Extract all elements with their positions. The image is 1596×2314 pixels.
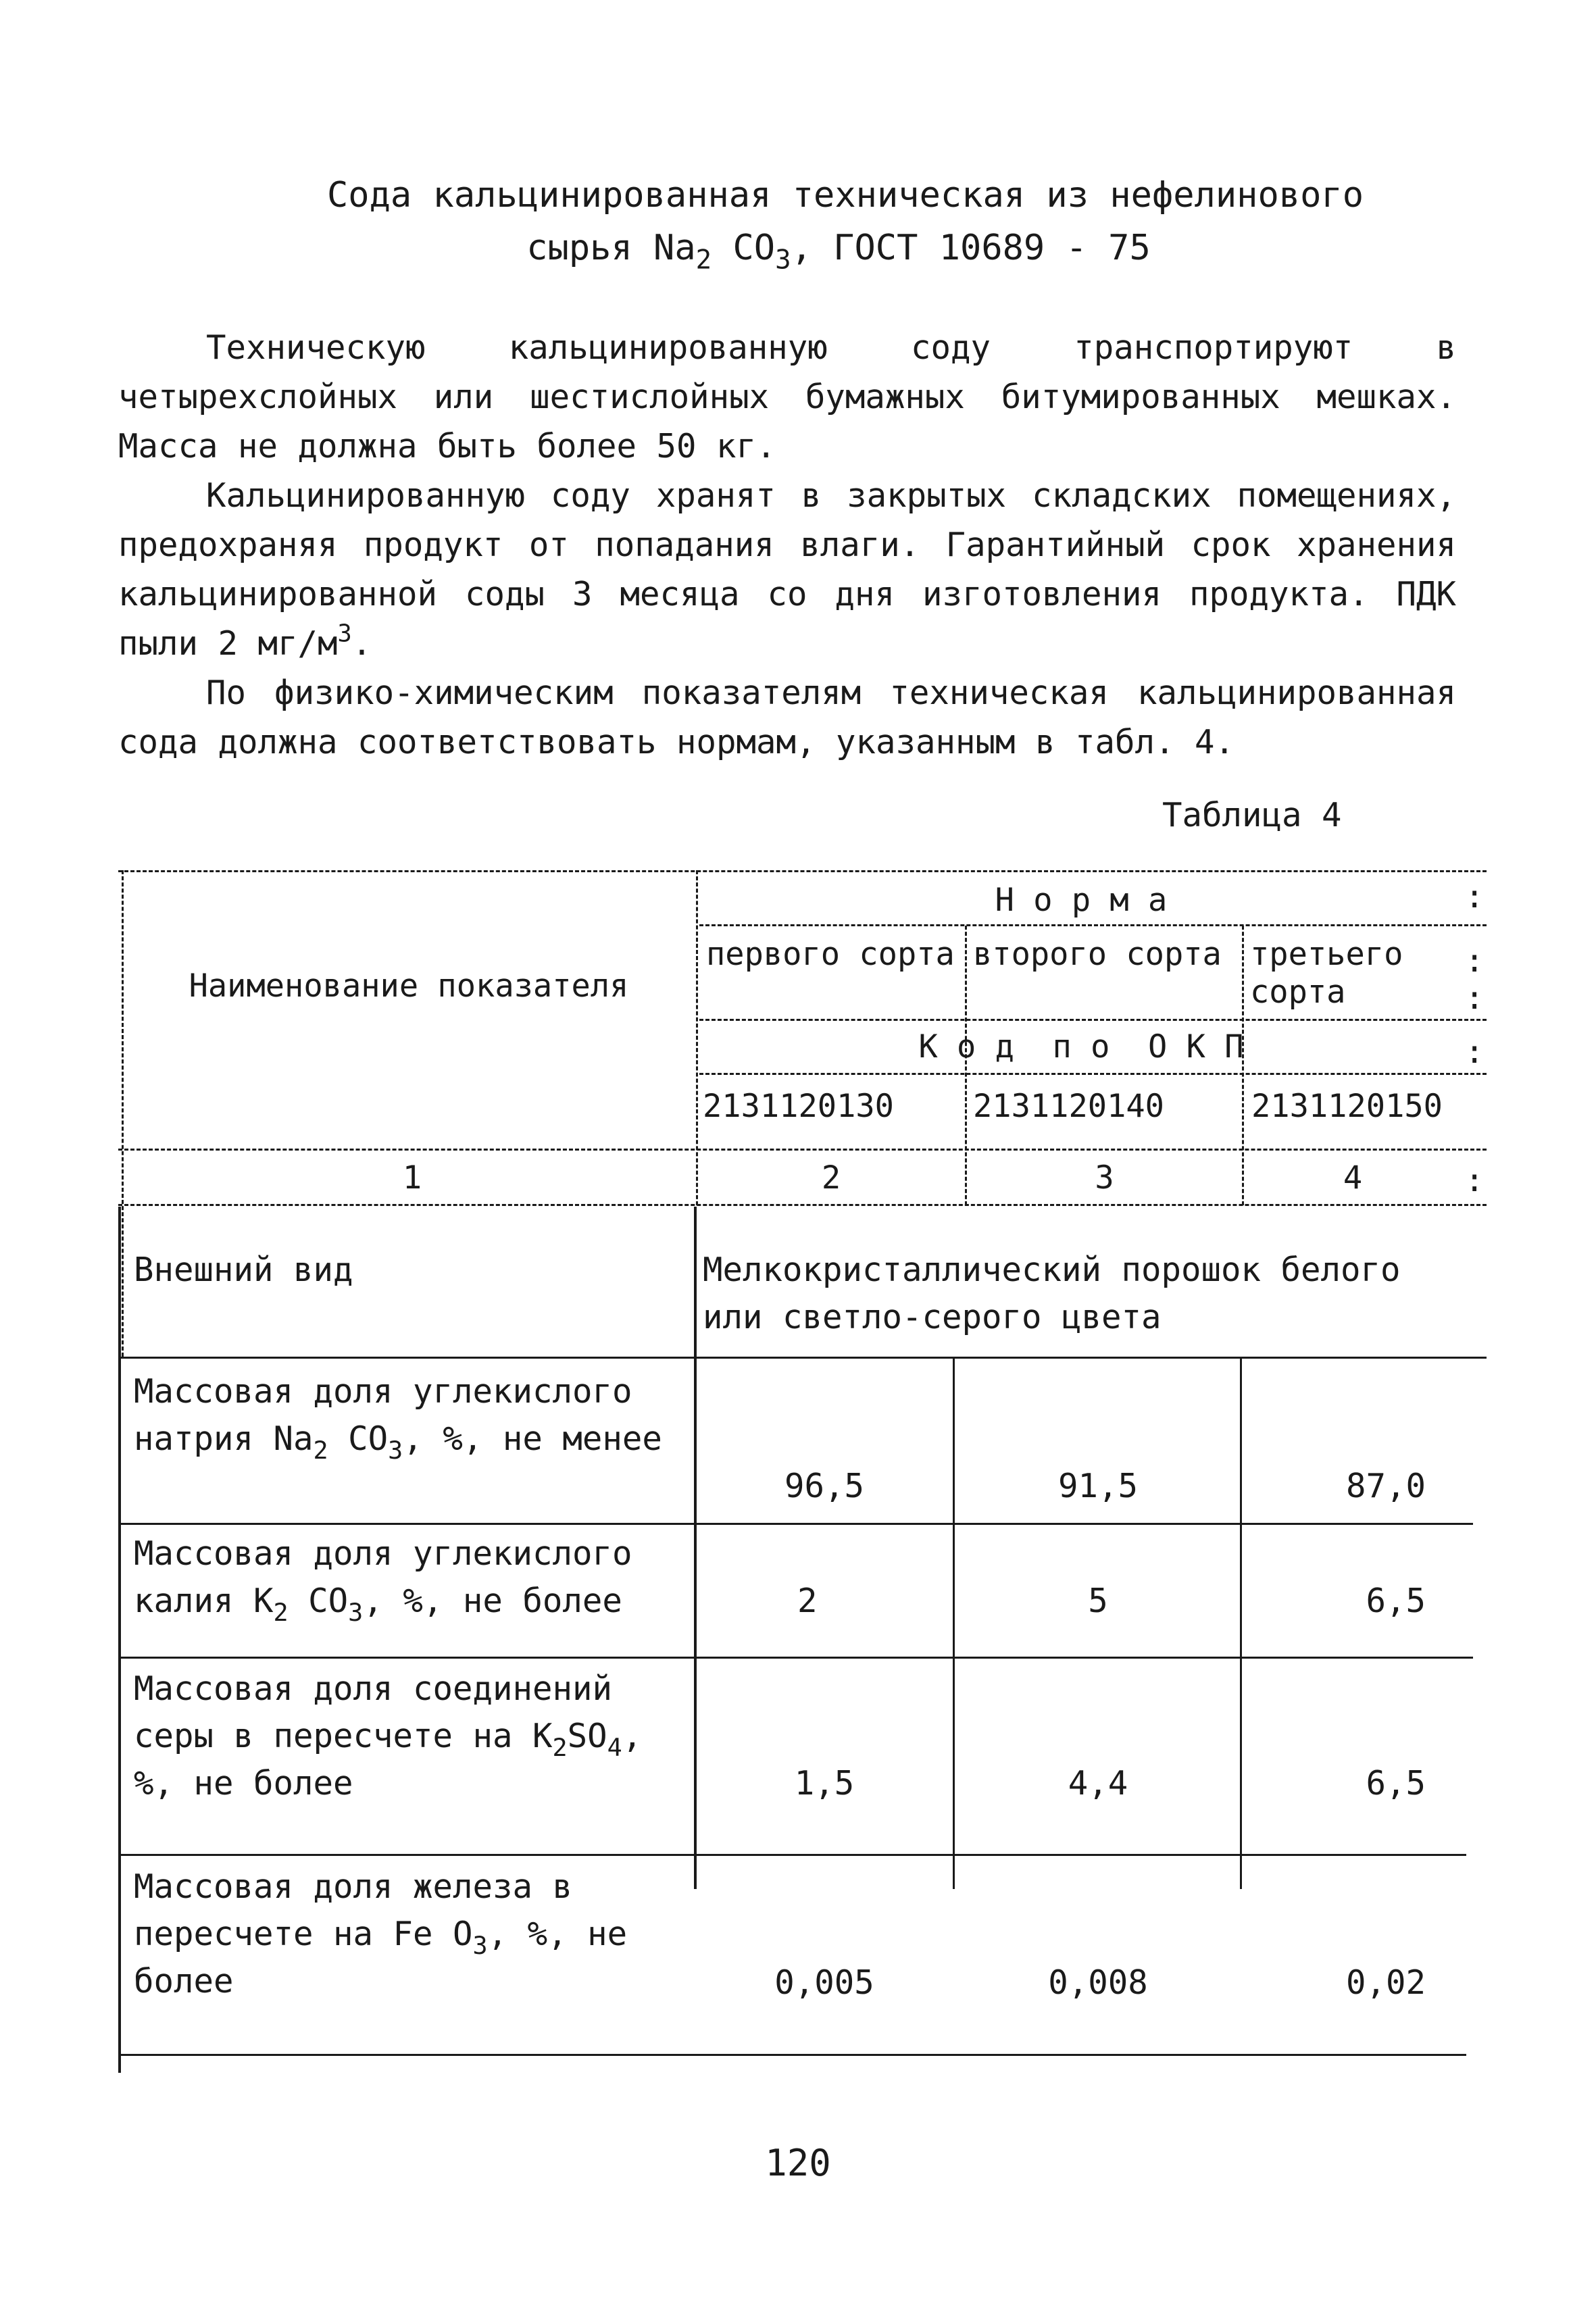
header-indicator-name: Наименование показателя — [189, 967, 629, 1005]
row-1-merged-value: Мелкокристаллический порошок белого или светло-серого цвета — [703, 1251, 1401, 1336]
body-divider-g23 — [1240, 1358, 1242, 1889]
header-okp-code: К о д п о О К П — [918, 1028, 1244, 1065]
header-grade-1: первого сорта — [706, 936, 955, 973]
row-border-4 — [118, 1854, 1466, 1856]
row-5-name: Массовая доля железа в пересчете на Fe $O_3$, %, не более — [134, 1867, 628, 2001]
body-divider-g12 — [953, 1358, 955, 1889]
table-left-border — [118, 1207, 121, 2073]
row-5-value-2: 0,008 — [1048, 1963, 1148, 2002]
paragraph-storage: Кальцинированную соду хранят в закрытых складских помещениях, предохраняя продукт от попадания влаги. Гарантийный срок хранения кальцинированной соды 3 месяца со дня изготовления продукта. ПДК пыли 2 $мг/м^3$. — [118, 476, 1456, 663]
row-2-value-2: 91,5 — [1057, 1467, 1138, 1505]
header-divider-name — [696, 870, 698, 1205]
norma-underline — [699, 924, 1487, 926]
row-border-2 — [118, 1523, 1473, 1525]
row-border-3 — [118, 1657, 1473, 1659]
okp-code-1: 2131120130 — [703, 1088, 894, 1125]
okp-code-3: 2131120150 — [1251, 1088, 1443, 1125]
row-5-value-3: 0,02 — [1345, 1963, 1426, 2002]
colnums-underline — [118, 1204, 1487, 1206]
row-4-value-3: 6,5 — [1366, 1764, 1426, 1803]
column-number-2: 2 — [821, 1159, 841, 1197]
body-divider-name — [694, 1207, 697, 1889]
paragraph-requirements: По физико-химическим показателям техническая кальцинированная сода должна соответствовать нормам, указанным в табл. 4. — [118, 674, 1456, 761]
header-top-border — [118, 870, 1487, 872]
table-caption: Таблица 4 — [1162, 796, 1342, 834]
okp-underline — [699, 1073, 1487, 1075]
row-3-name: Массовая доля углекислого калия $K_2$ $CO_3$, %, не более — [134, 1534, 632, 1627]
row-2-name: Массовая доля углекислого натрия $Na_2$ $CO_3$, %, не менее — [134, 1372, 662, 1465]
page-number: 120 — [765, 2142, 831, 2184]
row-3-value-2: 5 — [1088, 1582, 1108, 1620]
column-number-4: 4 — [1343, 1159, 1363, 1197]
codes-underline — [118, 1149, 1487, 1151]
row-3-value-1: 2 — [797, 1582, 818, 1620]
row-2-value-3: 87,0 — [1345, 1467, 1426, 1505]
okp-code-2: 2131120140 — [973, 1088, 1164, 1125]
table-left-border-dashed — [122, 870, 124, 1357]
row-5-value-1: 0,005 — [774, 1963, 874, 2002]
row-2-value-1: 96,5 — [784, 1467, 864, 1505]
title-line-1: Сода кальцинированная техническая из нефелинового — [326, 175, 1364, 216]
column-number-3: 3 — [1095, 1159, 1114, 1197]
grades-underline — [699, 1019, 1487, 1021]
row-4-value-1: 1,5 — [794, 1764, 855, 1803]
paragraph-transport: Техническую кальцинированную соду транспортируют в четырехслойных или шестислойных бумажных битумированных мешках. Масса не должна быть более 50 кг. — [118, 328, 1456, 466]
row-border-5 — [118, 2054, 1466, 2056]
title-line-2: сырья $Na_2$ $CO_3$, ГОСТ 10689 - 75 — [526, 228, 1151, 276]
header-grade-3: третьего сорта — [1250, 936, 1403, 1011]
header-grade-2: второго сорта — [973, 936, 1222, 973]
row-1-name: Внешний вид — [134, 1251, 353, 1289]
row-4-value-2: 4,4 — [1068, 1764, 1128, 1803]
row-4-name: Массовая доля соединений серы в пересчете на $K_2SO_4$, %, не более — [134, 1669, 643, 1803]
row-3-value-3: 6,5 — [1366, 1582, 1426, 1620]
row-border-1 — [118, 1357, 1487, 1359]
column-number-1: 1 — [402, 1159, 422, 1197]
header-norma: Н о р м а — [995, 882, 1168, 919]
document-title — [0, 169, 1596, 274]
